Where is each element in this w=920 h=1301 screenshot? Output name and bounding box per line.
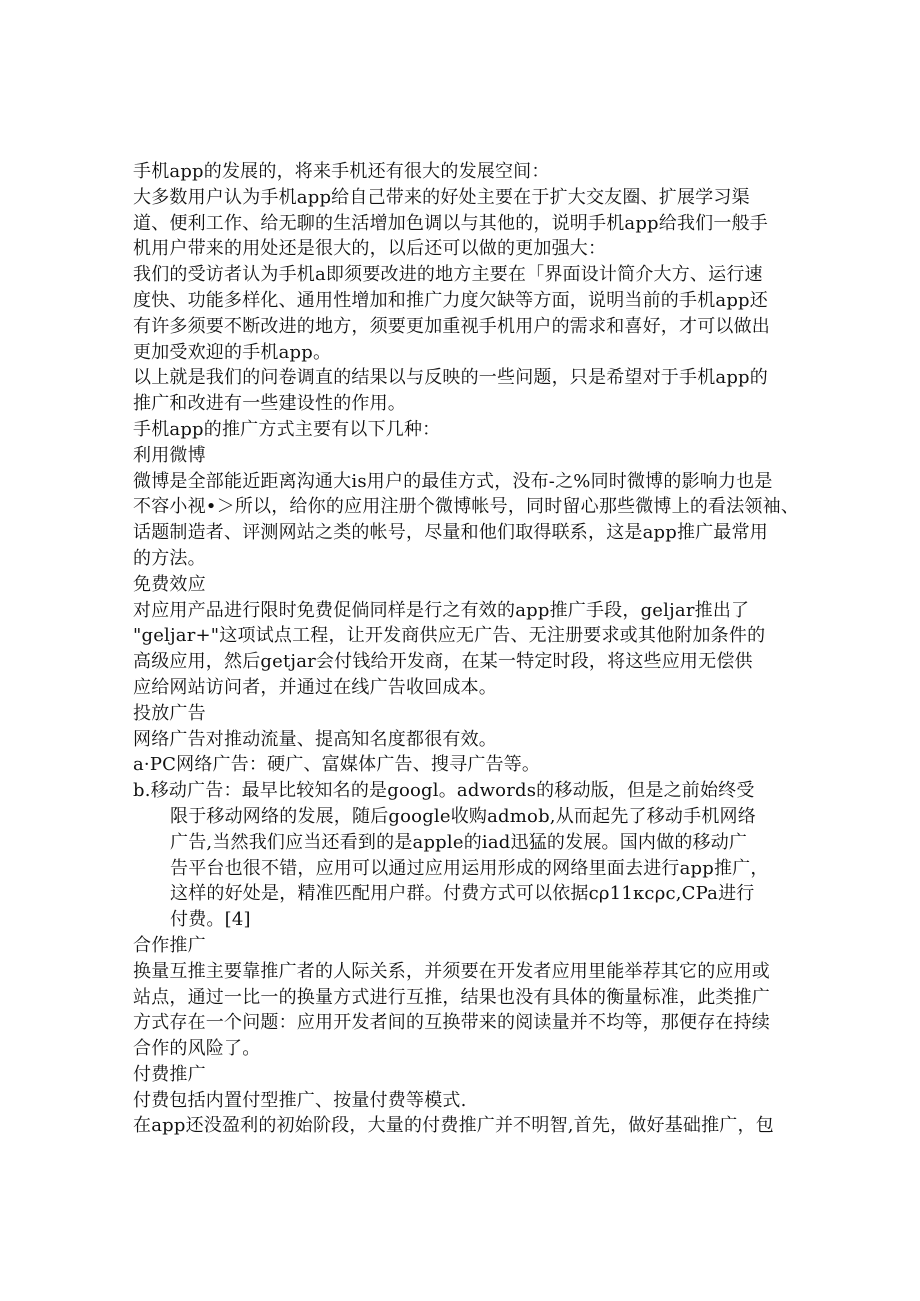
document-body <box>133 159 800 1139</box>
text-line: 站点，通过一比一的换量方式进行互推，结果也没有具体的衡量标准，此类推广 <box>133 986 770 1008</box>
text-line: "geljar+"这项试点工程，让开发商供应无广告、无注册要求或其他附加条件的 <box>133 625 766 647</box>
text-line: 合作的风险了。 <box>133 1038 261 1060</box>
section-heading: 合作推广 <box>133 934 206 956</box>
text-line: 付费包括内置付型推广、按量付费等模式. <box>133 1089 467 1111</box>
text-line: 道、便利工作、给无聊的生活增加色调以与其他的，说明手机app给我们一般手 <box>133 212 768 234</box>
list-item: b.移动广告：最早比较知名的是googl。adwords的移动版，但是之前始终受 <box>133 780 755 802</box>
text-line: 高级应用，然后getjar会付钱给开发商，在某一特定时段，将这些应用无偿供 <box>133 651 753 673</box>
text-line: 我们的受访者认为手机a即须要改进的地方主要在「界面设计简介大方、运行速 <box>133 264 763 286</box>
list-item-continuation: 这样的好处是，精准匹配用户群。付费方式可以依据cρ11κcρc,CPa进行 <box>170 883 755 905</box>
section-heading: 投放广告 <box>133 702 206 724</box>
text-line: 大多数用户认为手机app给自己带来的好处主要在于扩大交友圈、扩展学习渠 <box>133 186 750 208</box>
list-item-continuation: 限于移动网络的发展，随后google收购admob,从而起先了移动手机网络 <box>170 805 756 827</box>
text-line: 换量互推主要靠推广者的人际关系，并须要在开发者应用里能举荐其它的应用或 <box>133 960 770 982</box>
text-line: 应给网站访问者，并通过在线广告收回成本。 <box>133 676 497 698</box>
text-line: 不容小视•＞所以，给你的应用注册个微博帐号，同时留心那些微博上的看法领袖、 <box>133 496 800 518</box>
text-line: 手机app的发展的，将来手机还有很大的发展空间： <box>133 161 550 182</box>
text-line: 方式存在一个问题：应用开发者间的互换带来的阅读量并不均等，那便存在持续 <box>133 1012 770 1034</box>
list-item-continuation: 告平台也很不错，应用可以通过应用运用形成的网络里面去进行app推广， <box>170 857 769 879</box>
text-line: 以上就是我们的问卷调直的结果以与反映的一些问题，只是希望对于手机app的 <box>133 367 768 389</box>
text-line: 话题制造者、评测网站之类的帐号，尽量和他们取得联系，这是app推广最常用 <box>133 522 768 544</box>
list-item-continuation: 广告,当然我们应当还看到的是apple的iad迅猛的发展。国内做的移动广 <box>170 831 748 853</box>
text-line: 有许多须要不断改进的地方，须要更加重视手机用户的需求和喜好，才可以做出 <box>133 315 770 337</box>
text-line: 机用户带来的用处还是很大的，以后还可以做的更加强大： <box>133 238 607 260</box>
text-line: 更加受欢迎的手机app。 <box>133 341 332 363</box>
section-heading: 付费推广 <box>133 1063 206 1085</box>
text-line: 推广和改进有一些建设性的作用。 <box>133 393 406 415</box>
section-heading: 利用微博 <box>133 444 206 466</box>
text-line: 对应用产品进行限时免费促倘同样是行之有效的app推广手段，geljar推出了 <box>133 599 750 621</box>
list-item: a·PC网络广告：硬广、富媒体广告、搜寻广告等。 <box>133 754 541 776</box>
section-heading: 免费效应 <box>133 573 206 595</box>
text-line: 的方法。 <box>133 547 206 569</box>
text-line: 网络广告对推动流量、提高知名度都很有效。 <box>133 728 497 750</box>
text-line: 在app还没盈利的初始阶段，大量的付费推广并不明智,首先，做好基础推广，包 <box>133 1115 774 1137</box>
text-line: 度快、功能多样化、通用性增加和推广力度欠缺等方面，说明当前的手机app还 <box>133 289 768 311</box>
text-line: 手机app的推广方式主要有以下几种： <box>133 418 441 440</box>
list-item-continuation: 付费。[4] <box>170 909 251 931</box>
text-line: 微博是全部能近距离沟通大is用户的最佳方式，没布-之%同时微博的影响力也是 <box>133 470 773 492</box>
